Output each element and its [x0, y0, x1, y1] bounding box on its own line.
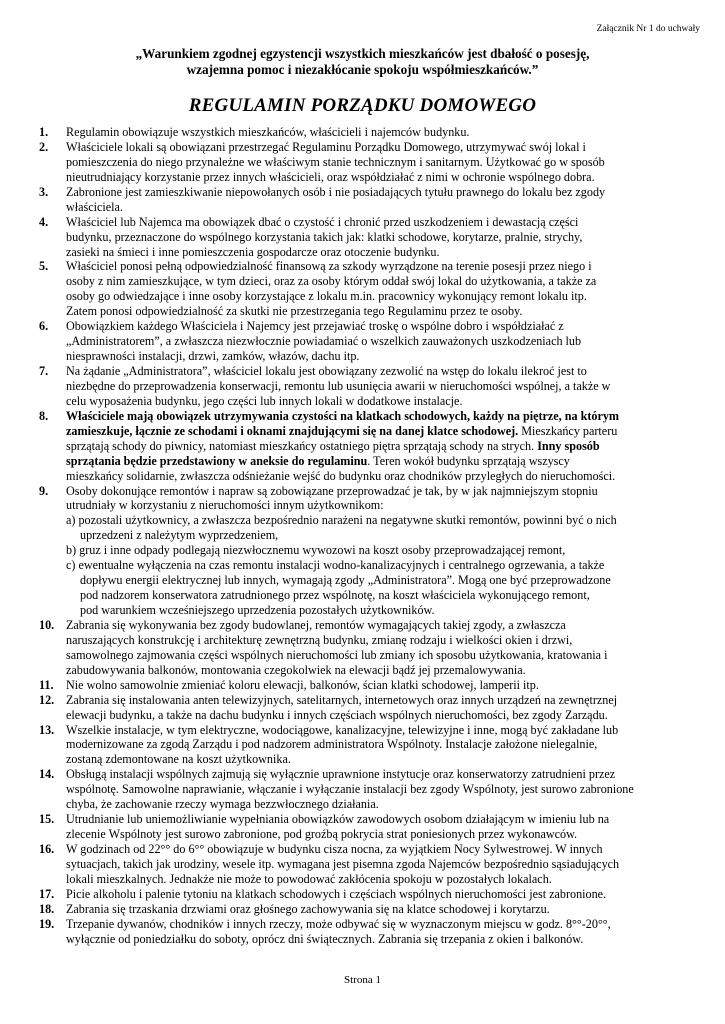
item-number: 1.	[39, 125, 49, 139]
line-text	[80, 528, 278, 543]
text-segment: Obsługą instalacji wspólnych zajmują się wyłącznie uprawnione instytucje oraz konserwatorzy zatrudnieni przez	[66, 767, 616, 782]
text-segment: Regulamin obowiązuje wszystkich mieszkańców, właścicieli i najemców budynku.	[66, 125, 470, 139]
text-segment: Utrudnianie lub uniemożliwianie wypełniania obowiązków zawodowych osobom działającym w imieniu lub na	[66, 812, 610, 827]
regulation-line	[0, 200, 725, 215]
text-segment: elewacji budynku, a także na dachu budynku i innych częściach wspólnych nieruchomości, bez zgody Zarządu.	[66, 707, 608, 722]
text-segment: zabudowywania balkonów, montowania czegokolwiek na elewacji bądź jej przemalowywania.	[66, 662, 526, 677]
line-text	[66, 289, 587, 304]
line-text	[66, 648, 607, 663]
text-segment: Właściciele lokali są obowiązani przestrzegać Regulaminu Porządku Domowego, utrzymywać swój lokal i	[66, 139, 586, 154]
regulation-line	[0, 289, 725, 304]
regulation-line	[0, 708, 725, 723]
line-text	[66, 782, 634, 797]
line-text	[66, 454, 570, 469]
item-number: 15.	[39, 812, 55, 827]
line-text	[66, 633, 572, 648]
text-segment: budynku, przeznaczone do wspólnego korzystania takich jak: klatki schodowe, korytarze, pralnie, strychy,	[66, 229, 583, 244]
line-text	[66, 693, 617, 708]
bold-text: Inny sposób	[537, 438, 600, 453]
line-text	[66, 155, 605, 170]
text-segment: zlecenie Wspólnoty jest surowo zabronione, pod groźbą pokrycia strat poniesionych przez wykonawców.	[66, 827, 578, 842]
text-segment: Zabronione jest zamieszkiwanie niepowołanych osób i nie posiadających tytułu prawnego do lokalu bez zgody	[66, 184, 606, 199]
text-segment: wyłącznie od poniedziałku do soboty, oprócz dni świątecznych. Zabrania się trzepania z okien i balkonów.	[66, 931, 584, 946]
text-segment: pomieszczenia do niego przynależne we właściwym stanie technicznym i sanitarnym. Użytkować go w sposób	[66, 154, 605, 169]
line-text	[80, 603, 435, 618]
text-segment: naruszających konstrukcję i architekturę zewnętrzną budynku, zmianę rodzaju i wielkości okien i drzwi,	[66, 632, 573, 647]
text-segment: wspólnotę. Samowolne naprawianie, włączanie i wyłączanie instalacji bez zgody Wspólnoty, jest surowo zabronione	[66, 782, 634, 797]
regulation-line	[0, 558, 725, 573]
regulation-line	[0, 618, 725, 633]
item-number: 8.	[39, 408, 49, 423]
item-number: 17.	[39, 886, 55, 901]
line-text	[66, 708, 608, 723]
line-text	[66, 230, 582, 245]
text-segment: Obowiązkiem każdego Właściciela i Najemcy jest przejawiać troskę o wspólne dobro i współdziałać z	[66, 319, 564, 334]
text-segment: Na żądanie „Administratora”, właściciel lokalu jest obowiązany zezwolić na wstęp do lokalu ilekroć jest to	[66, 364, 587, 378]
text-segment: chyba, że zachowanie rzeczy wymaga bezzwłocznego działania.	[66, 797, 379, 812]
item-number: 18.	[39, 901, 55, 916]
regulation-line	[0, 409, 725, 424]
line-text	[66, 439, 600, 454]
regulation-line	[0, 364, 725, 379]
attachment-note: Załącznik Nr 1 do uchwały	[596, 24, 700, 34]
line-text	[66, 737, 597, 752]
text-segment: . Teren wokół budynku sprzątają wszyscy	[367, 453, 570, 468]
regulation-line	[0, 812, 725, 827]
line-text	[66, 498, 384, 513]
text-segment: modernizowane za zgodą Zarządu i pod nadzorem administratora Wspólnoty. Instalacje założone nielegalnie,	[66, 737, 598, 752]
line-text	[66, 812, 609, 827]
line-text	[66, 797, 379, 812]
regulation-line	[0, 454, 725, 469]
regulation-line	[0, 394, 725, 409]
motto-line-1: „Warunkiem zgodnej egzystencji wszystkich mieszkańców jest dbałość o posesję,	[135, 46, 590, 61]
regulation-line	[0, 603, 725, 618]
text-segment: mieszkańcy solidarnie, zwłaszcza odśnieżanie wejść do budynku oraz chodników przyległych do nieruchomości.	[66, 468, 616, 483]
text-segment: sytuacjach, takich jak urodziny, wesele itp. wymagana jest pisemna zgoda Najemców bezpośrednio sąsiadujących	[66, 856, 620, 871]
item-number: 2.	[39, 139, 49, 154]
text-segment: c) ewentualne wyłączenia na czas remontu instalacji wodno-kanalizacyjnych i centralnego ogrzewania, a także	[66, 558, 605, 573]
text-segment: osoby go odwiedzające i inne osoby korzystające z lokalu m.in. pracownicy wykonujący remont lokalu itp.	[66, 289, 587, 304]
bold-text: Właściciele mają obowiązek utrzymywania czystości na klatkach schodowych, każdy na piętrze, na którym	[66, 408, 620, 423]
text-segment: Właściciel ponosi pełną odpowiedzialność finansową za szkody wyrządzone na terenie posesji przez niego i	[66, 259, 592, 274]
regulation-line	[0, 932, 725, 947]
line-text	[66, 842, 603, 857]
regulation-line	[0, 439, 725, 454]
regulation-line	[0, 155, 725, 170]
line-text	[66, 513, 617, 528]
line-text	[66, 409, 619, 424]
item-number: 7.	[39, 364, 49, 378]
regulation-line	[0, 737, 725, 752]
text-segment: Nie wolno samowolnie zmieniać koloru elewacji, balkonów, ścian klatki schodowej, lamperii itp.	[66, 677, 539, 692]
regulation-line	[0, 633, 725, 648]
regulation-line	[0, 230, 725, 245]
line-text	[66, 140, 586, 155]
text-segment: pod nadzorem konserwatora zatrudnionego przez wspólnotę, na koszt właściciela wykonującego remont,	[80, 588, 590, 603]
text-segment: lokali mieszkalnych. Jednakże nie może to powodować zakłócenia spokoju w pozostałych lokalach.	[66, 871, 552, 886]
text-segment: uprzedzeni z należytym wyprzedzeniem,	[80, 528, 279, 543]
line-text	[66, 484, 598, 499]
text-segment: samowolnego zajmowania części wspólnych nieruchomości lub zmiany ich sposobu użytkowania, kratowania i	[66, 647, 608, 662]
line-text	[66, 215, 578, 230]
text-segment: utrudniały w korzystaniu z nieruchomości innym użytkownikom:	[66, 498, 384, 513]
line-text	[66, 304, 522, 319]
text-segment: sprzątają schody do piwnicy, natomiast mieszkańcy ostatniego piętra sprzątają schody na strych.	[66, 438, 538, 453]
regulation-line	[0, 663, 725, 678]
line-text	[66, 857, 619, 872]
regulation-line	[0, 498, 725, 513]
text-segment: właściciela.	[66, 199, 123, 214]
regulation-line	[0, 767, 725, 782]
text-segment: Osoby dokonujące remontów i napraw są zobowiązane przeprowadzać je tak, by w jak najmniejszym stopniu	[66, 483, 598, 498]
regulation-line	[0, 274, 725, 289]
line-text	[66, 767, 615, 782]
line-text	[66, 887, 606, 902]
line-text	[66, 917, 611, 932]
motto	[0, 46, 725, 78]
line-text	[80, 573, 611, 588]
item-number: 6.	[39, 319, 49, 334]
line-text	[66, 663, 526, 678]
line-text	[66, 558, 604, 573]
text-segment: Zabrania się wykonywania bez zgody budowlanej, remontów wymagających takiej zgody, a zwłaszcza	[66, 617, 566, 632]
text-segment: Zatem ponosi odpowiedzialność za skutki nie przestrzegania tego Regulaminu przez te osoby.	[66, 304, 523, 319]
line-text	[66, 543, 565, 558]
regulation-line	[0, 573, 725, 588]
motto-line-2: wzajemna pomoc i niezakłócanie spokoju współmieszkańców.”	[186, 62, 539, 77]
regulation-line	[0, 469, 725, 484]
regulation-line	[0, 543, 725, 558]
item-number: 11.	[39, 677, 54, 692]
text-segment: niezbędne do przeprowadzenia konserwacji, remontu lub usunięcia awarii w nieruchomości wspólnej, a także w	[66, 378, 611, 393]
line-text	[66, 752, 291, 767]
text-segment: Mieszkańcy parteru	[518, 423, 618, 438]
regulation-line	[0, 304, 725, 319]
text-segment: a) pozostali użytkownicy, a zwłaszcza bezpośrednio narażeni na negatywne skutki remontów, powinni być o nich	[66, 513, 617, 528]
text-segment: Trzepanie dywanów, chodników i innych rzeczy, może odbywać się w wyznaczonym miejscu w godz. 8°°-20°°,	[66, 916, 611, 931]
text-segment: zostaną zdemontowane na koszt użytkownika.	[66, 752, 291, 767]
item-number: 4.	[39, 214, 49, 229]
regulation-line	[0, 648, 725, 663]
regulation-line	[0, 842, 725, 857]
text-segment: celu wyposażenia budynku, jego części lub innych lokali w dodatkowe instalacje.	[66, 393, 463, 408]
item-number: 16.	[39, 842, 55, 856]
line-text	[66, 200, 123, 215]
regulation-line	[0, 245, 725, 260]
regulation-line	[0, 259, 725, 274]
line-text	[66, 469, 615, 484]
line-text	[66, 259, 592, 274]
text-segment: Zabrania się instalowania anten telewizyjnych, satelitarnych, internetowych oraz innych urządzeń na zewnętrznej	[66, 692, 618, 707]
regulation-line	[0, 902, 725, 917]
text-segment: dopływu energii elektrycznej lub innych, wymagają zgody „Administratora”. Mogą one być przeprowadzone	[80, 573, 611, 588]
regulation-line	[0, 424, 725, 439]
item-number: 19.	[39, 916, 55, 931]
line-text	[66, 274, 596, 289]
item-number: 13.	[39, 722, 55, 737]
line-text	[66, 334, 581, 349]
bold-text: zamieszkuje, łącznie ze schodami i oknami znajdującymi się na danej klatce schodowej.	[66, 423, 519, 438]
regulation-line	[0, 513, 725, 528]
line-text	[66, 364, 587, 379]
regulation-line	[0, 170, 725, 185]
regulation-line	[0, 140, 725, 155]
text-segment: W godzinach od 22°° do 6°° obowiązuje w budynku cisza nocna, za wyjątkiem Nocy Sylwestrowej. W innych	[66, 842, 603, 856]
text-segment: Zabrania się trzaskania drzwiami oraz głośnego zachowywania się na klatce schodowej i korytarzu.	[66, 901, 550, 916]
regulation-line	[0, 319, 725, 334]
line-text	[66, 394, 462, 409]
line-text	[80, 588, 590, 603]
regulation-line	[0, 723, 725, 738]
text-segment: osoby z nim zamieszkujące, w tym dzieci, oraz za osoby którym oddał swój lokal do użytkowania, a także za	[66, 274, 597, 289]
item-number: 9.	[39, 483, 49, 498]
regulation-line	[0, 857, 725, 872]
item-number: 10.	[39, 617, 55, 632]
line-text	[66, 424, 617, 439]
line-text	[66, 678, 539, 693]
regulation-line	[0, 782, 725, 797]
item-number: 12.	[39, 692, 55, 707]
regulation-line	[0, 887, 725, 902]
item-number: 3.	[39, 184, 49, 199]
line-text	[66, 932, 583, 947]
text-segment: nieutrudniający korzystanie przez innych właścicieli, oraz współdziałać z nimi w ochronie wspólnego dobra.	[66, 169, 595, 184]
line-text	[66, 245, 440, 260]
line-text	[66, 185, 605, 200]
regulation-line	[0, 334, 725, 349]
regulation-line	[0, 693, 725, 708]
regulation-line	[0, 872, 725, 887]
line-text	[66, 170, 595, 185]
regulation-line	[0, 379, 725, 394]
regulation-line	[0, 484, 725, 499]
text-segment: „Administratorem”, a zwłaszcza niezwłocznie powiadamiać o wszelkich zauważonych uszkodzeniach lub	[66, 334, 582, 349]
regulation-line	[0, 752, 725, 767]
regulation-line	[0, 185, 725, 200]
regulation-line	[0, 125, 725, 140]
text-segment: Właściciel lub Najemca ma obowiązek dbać o czystość i chronić przed uszkodzeniem i dewastacją części	[66, 214, 579, 229]
line-text	[66, 349, 359, 364]
document-title: REGULAMIN PORZĄDKU DOMOWEGO	[188, 95, 537, 116]
line-text	[66, 902, 550, 917]
text-segment: Wszelkie instalacje, w tym elektryczne, wodociągowe, kanalizacyjne, telewizyjne i inne, mogą być zakładane lub	[66, 722, 619, 737]
line-text	[66, 872, 552, 887]
regulations-list	[0, 125, 725, 947]
item-number: 14.	[39, 767, 55, 782]
text-segment: niesprawności instalacji, drzwi, zamków, włazów, dachu itp.	[66, 349, 360, 364]
regulation-line	[0, 827, 725, 842]
line-text	[66, 618, 566, 633]
line-text	[66, 319, 564, 334]
regulation-line	[0, 215, 725, 230]
item-number: 5.	[39, 259, 49, 274]
line-text	[66, 125, 469, 140]
text-segment: Picie alkoholu i palenie tytoniu na klatkach schodowych i częściach wspólnych nieruchomości jest zabronione.	[66, 886, 607, 901]
regulation-line	[0, 349, 725, 364]
regulation-line	[0, 588, 725, 603]
regulation-line	[0, 528, 725, 543]
regulation-line	[0, 678, 725, 693]
regulation-line	[0, 917, 725, 932]
regulation-line	[0, 797, 725, 812]
text-segment: zasieki na śmieci i inne pomieszczenia gospodarcze oraz otoczenie budynku.	[66, 244, 440, 259]
bold-text: sprzątania będzie przedstawiony w aneksie do regulaminu	[66, 453, 368, 468]
text-segment: b) gruz i inne odpady podlegają niezwłocznemu wywozowi na koszt osoby przeprowadzającej remont,	[66, 543, 566, 558]
line-text	[66, 827, 577, 842]
line-text	[66, 723, 618, 738]
page-number: Strona 1	[344, 974, 381, 986]
line-text	[66, 379, 610, 394]
text-segment: pod warunkiem wcześniejszego uprzedzenia pozostałych użytkowników.	[80, 603, 435, 617]
